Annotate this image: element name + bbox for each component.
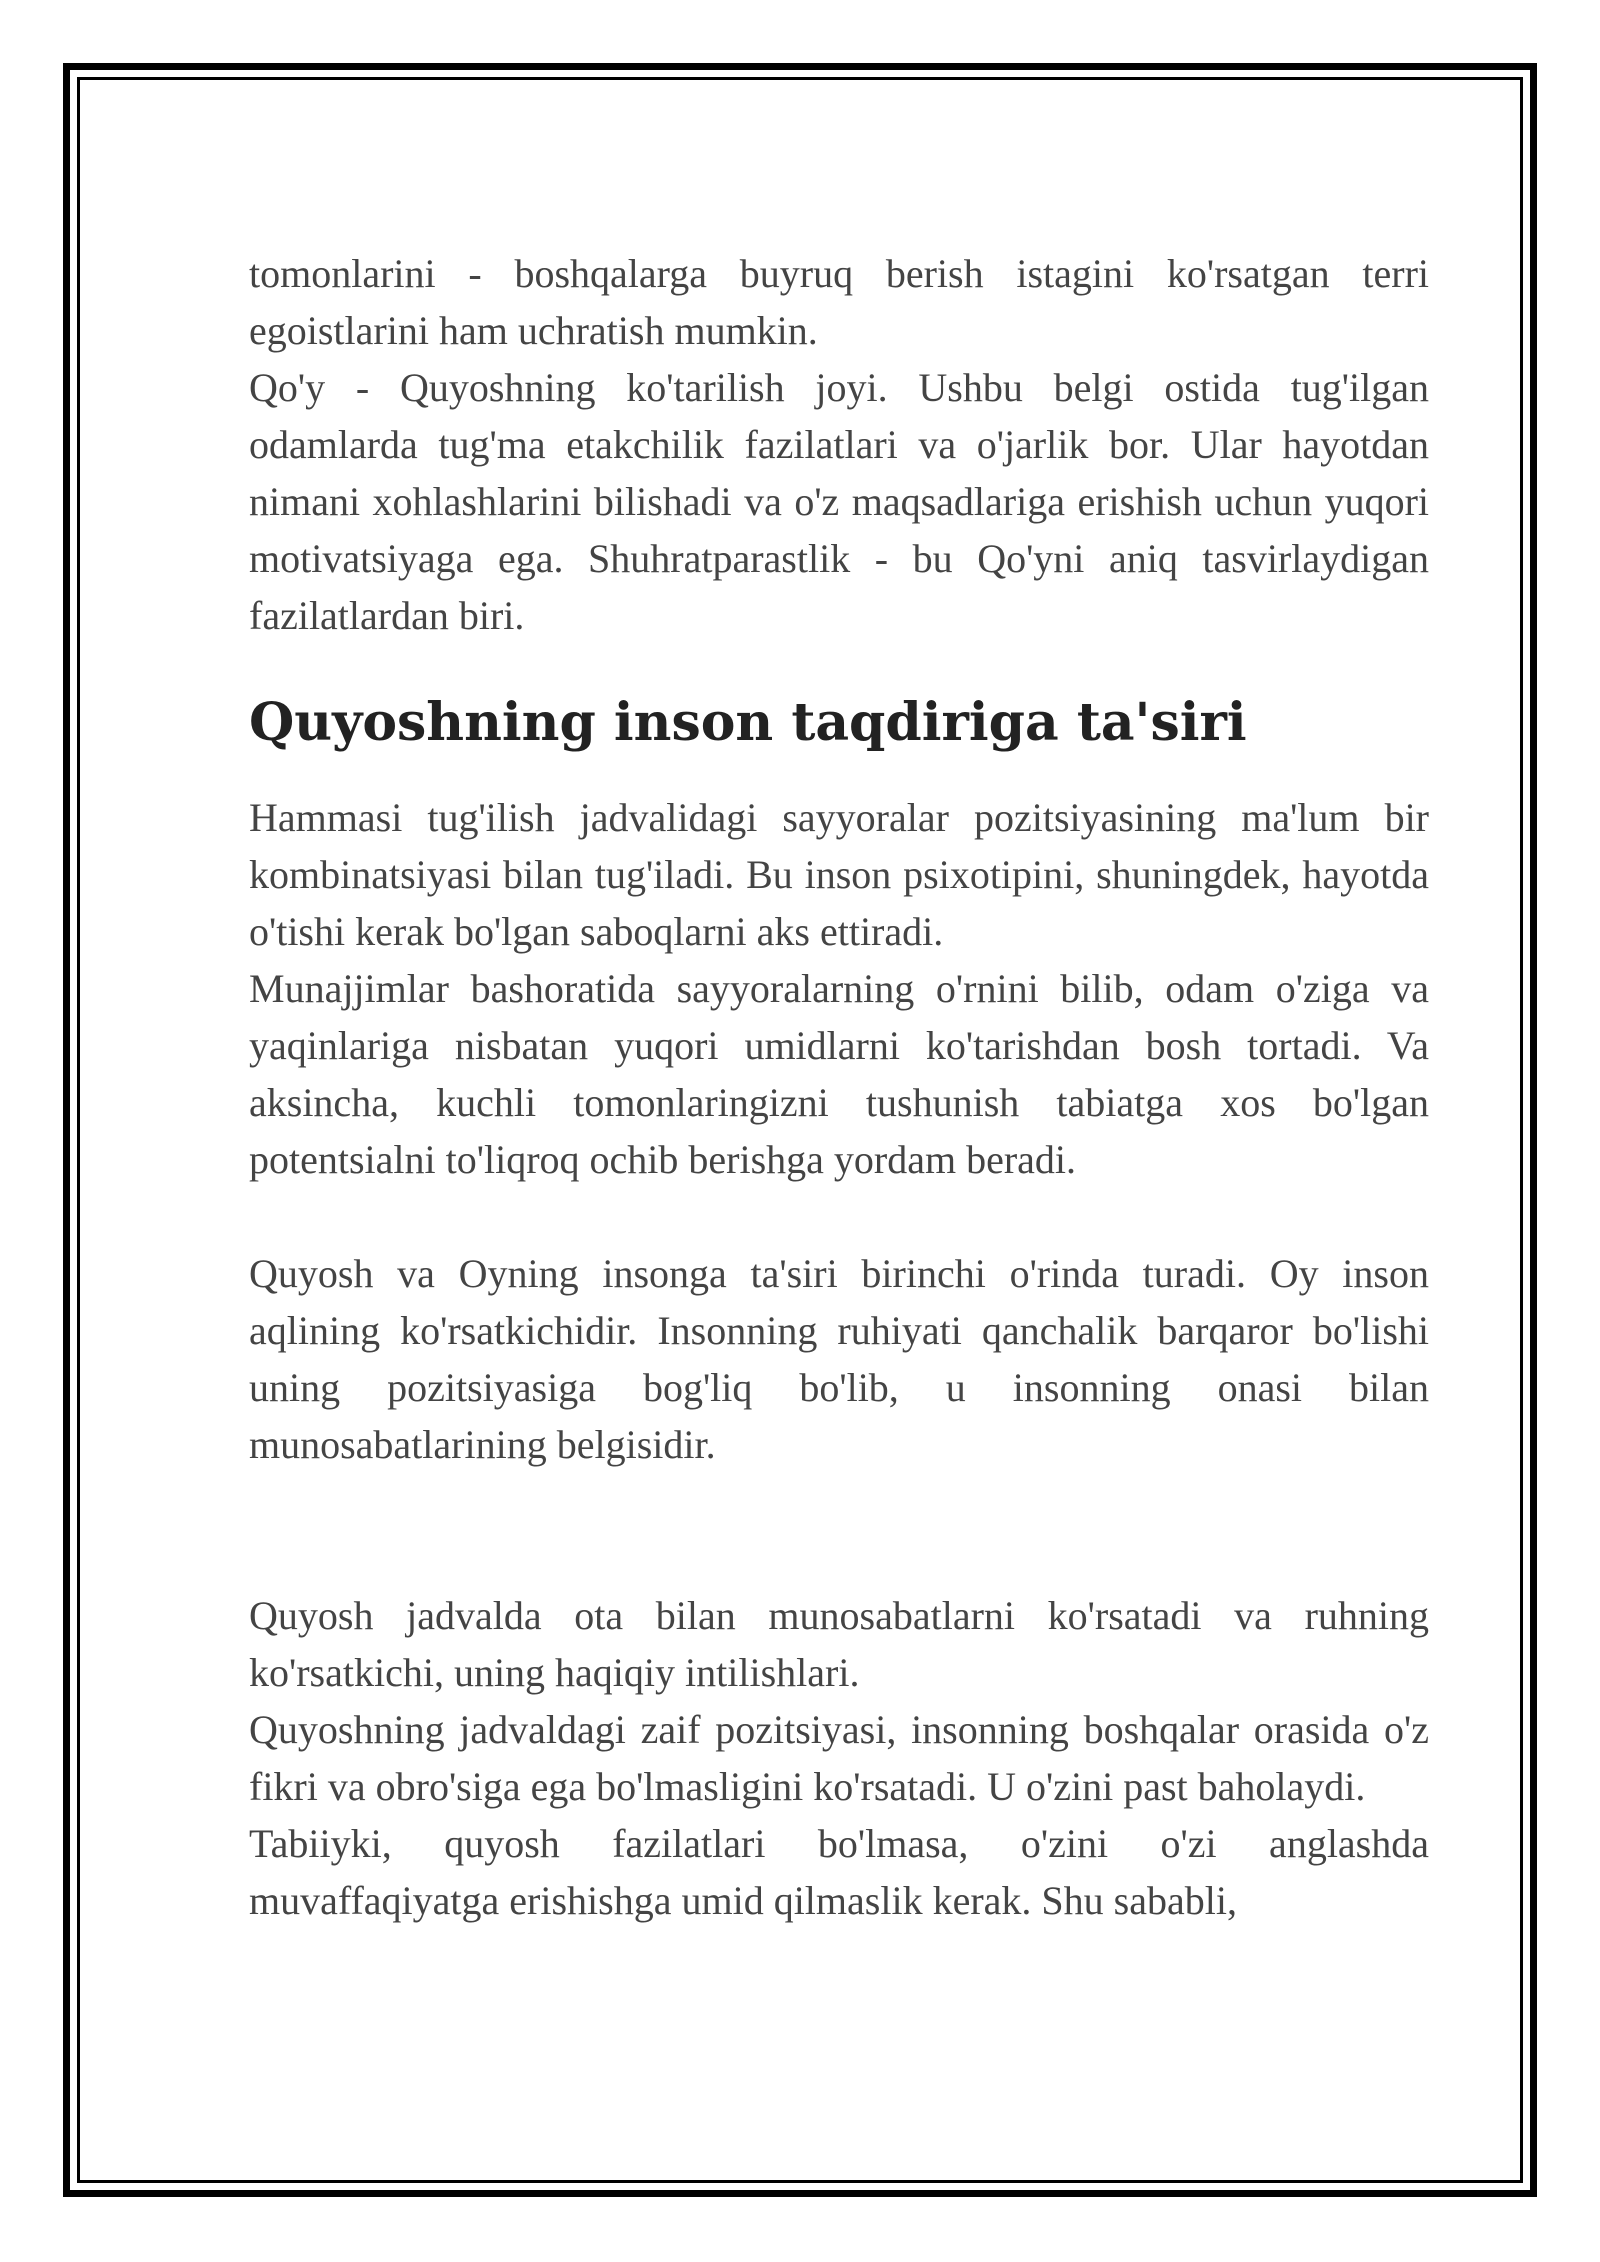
paragraph: Tabiiyki, quyosh fazilatlari bo'lmasa, o'zini o'zi anglashda muvaffaqiyatga erishishga umid qilmaslik kerak. Shu sababli, bbox=[249, 1821, 1429, 1923]
paragraph: Qo'y - Quyoshning ko'tarilish joyi. Ushbu belgi ostida tug'ilgan odamlarda tug'ma etakchilik fazilatlari va o'jarlik bor. Ular hayotdan nimani xohlashlarini bilishadi va o'z maqsadlariga erishish uchun yuqori motivatsiyaga ega. Shuhratparastlik - bu Qo'yni aniq tasvirlaydigan fazilatlardan biri. bbox=[249, 365, 1429, 638]
paragraph: Quyosh jadvalda ota bilan munosabatlarni ko'rsatadi va ruhning ko'rsatkichi, uning haqiqiy intilishlari. bbox=[249, 1593, 1429, 1695]
document-body bbox=[249, 245, 1429, 1929]
paragraph: Munajjimlar bashoratida sayyoralarning o'rnini bilib, odam o'ziga va yaqinlariga nisbatan yuqori umidlarni ko'tarishdan bosh tortadi. Va aksincha, kuchli tomonlaringizni tushunish tabiatga xos bo'lgan potentsialni to'liqroq ochib berishga yordam beradi. bbox=[249, 966, 1429, 1182]
paragraph: tomonlarini - boshqalarga buyruq berish istagini ko'rsatgan terri egoistlarini ham uchratish mumkin. bbox=[249, 251, 1429, 353]
paragraph: Quyoshning jadvaldagi zaif pozitsiyasi, insonning boshqalar orasida o'z fikri va obro'siga ega bo'lmasligini ko'rsatadi. U o'zini past baholaydi. bbox=[249, 1707, 1429, 1809]
paragraph: Hammasi tug'ilish jadvalidagi sayyoralar pozitsiyasining ma'lum bir kombinatsiyasi bilan tug'iladi. Bu inson psixotipini, shuningdek, hayotda o'tishi kerak bo'lgan saboqlarni aks ettiradi. bbox=[249, 795, 1429, 954]
paragraph-spacer bbox=[249, 1473, 1429, 1587]
paragraph-spacer bbox=[249, 1188, 1429, 1245]
section-heading: Quyoshning inson taqdiriga ta'siri bbox=[249, 692, 1247, 753]
paragraph: Quyosh va Oyning insonga ta'siri birinchi o'rinda turadi. Oy inson aqlining ko'rsatkichidir. Insonning ruhiyati qanchalik barqaror bo'lishi uning pozitsiyasiga bog'liq bo'lib, u insonning onasi bilan munosabatlarining belgisidir. bbox=[249, 1251, 1429, 1467]
